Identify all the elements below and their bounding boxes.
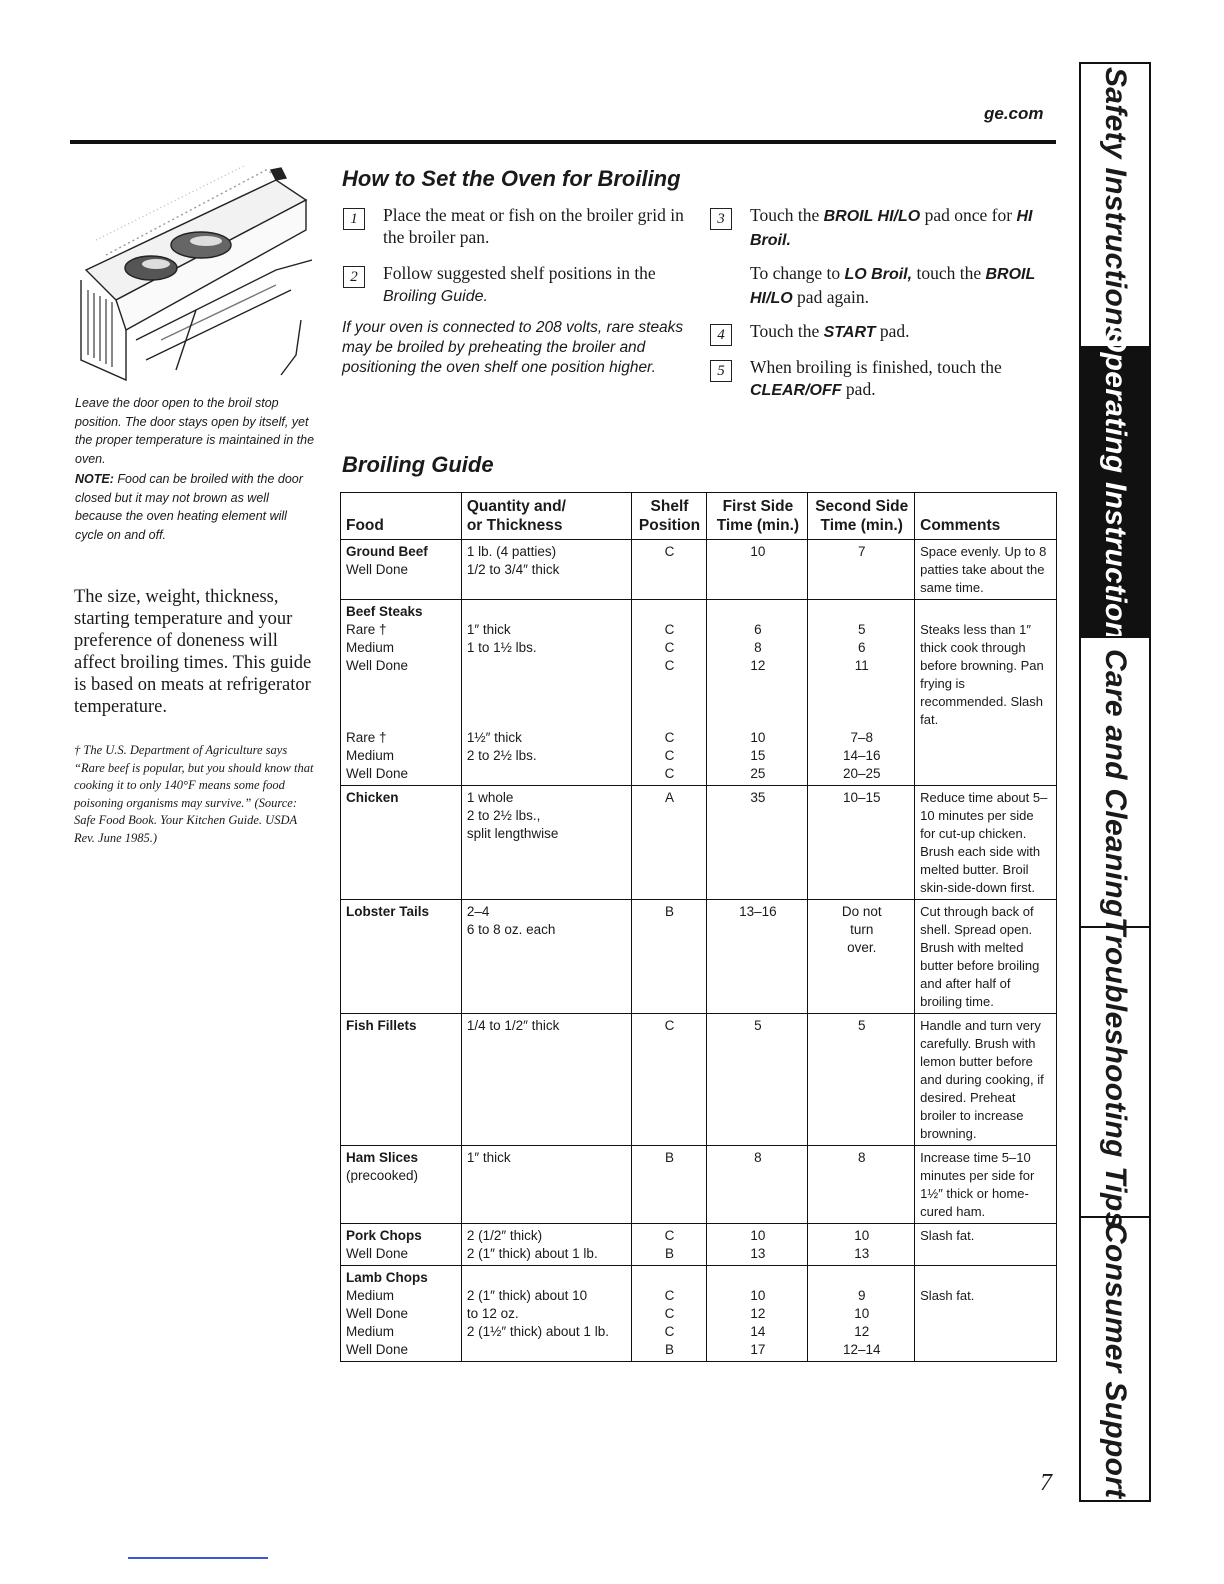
food-name: Lobster Tails <box>346 904 430 919</box>
cell-first-side <box>707 1224 808 1266</box>
step-2 <box>343 262 688 308</box>
tab-safety-instructions[interactable] <box>1081 64 1149 346</box>
cell-second-side <box>808 1146 915 1224</box>
cell-first-side <box>707 1014 808 1146</box>
broiling-guide-ref: Broiling Guide. <box>383 288 488 305</box>
food-doneness: (precooked) <box>346 1168 419 1183</box>
cell-food <box>341 1224 462 1266</box>
cell-quantity <box>461 1014 631 1146</box>
section-title-broiling-guide: Broiling Guide <box>342 452 494 477</box>
cell-food <box>341 540 462 600</box>
cell-first-side-text: 10 <box>750 544 766 559</box>
tab-operating-instructions[interactable] <box>1081 328 1149 658</box>
208-volts-note: If your oven is connected to 208 volts, rare steaks may be broiled by preheating the broiler and positioning the oven shelf one position higher. <box>342 319 684 376</box>
cell-quantity-text: 2 (1/2″ thick) 2 (1″ thick) about 1 lb. <box>466 1228 598 1261</box>
cell-food <box>341 786 462 900</box>
cell-quantity <box>461 600 631 786</box>
table-row <box>341 900 1057 1014</box>
cell-shelf-text: B <box>664 904 674 919</box>
food-name: Lamb Chops <box>346 1270 428 1285</box>
step-3-number: 3 <box>710 208 732 230</box>
cell-first-side <box>707 600 808 786</box>
food-name: Pork Chops <box>346 1228 422 1243</box>
cell-first-side <box>707 540 808 600</box>
tab-consumer-support[interactable] <box>1081 1216 1149 1502</box>
food-name: Ground Beef <box>346 544 428 559</box>
tab-care-and-cleaning[interactable] <box>1081 636 1149 928</box>
cell-second-side <box>808 1014 915 1146</box>
broiling-guide-table <box>340 492 1057 1362</box>
cell-food <box>341 1146 462 1224</box>
cell-second-side-text: 8 <box>857 1150 866 1165</box>
cell-second-side <box>808 600 915 786</box>
cell-second-side <box>808 1266 915 1362</box>
header-comments: Comments <box>915 493 1057 540</box>
step-2-text: Follow suggested shelf positions in the <box>383 263 656 283</box>
step-1 <box>343 204 688 248</box>
cell-quantity-text: 2 (1″ thick) about 10 to 12 oz. 2 (1½″ thick) about 1 lb. <box>466 1288 609 1339</box>
cell-quantity-text: 1″ thick 1 to 1½ lbs. 1½″ thick 2 to 2½ lbs. <box>466 622 537 763</box>
step-1-number: 1 <box>343 208 365 230</box>
cell-comments <box>915 1146 1057 1224</box>
illustration-caption: Leave the door open to the broil stop position. The door stays open by itself, yet the proper temperature is maintained in the oven. <box>75 396 315 466</box>
step-3b-text-a: To change to <box>750 263 845 283</box>
food-doneness: Medium Well Done Medium Well Done <box>346 1288 409 1357</box>
cell-first-side-text: 6 8 12 10 15 25 <box>750 622 766 781</box>
intro-paragraph: The size, weight, thickness, starting temperature and your preference of doneness will affect broiling times. This guide is based on meats at refrigerator temperature. <box>74 587 312 717</box>
cell-shelf-text: C <box>664 1018 675 1033</box>
cell-comments <box>915 786 1057 900</box>
table-header-row <box>341 493 1057 540</box>
step-3 <box>710 204 1055 252</box>
tab-label: Consumer Support <box>1099 1221 1132 1499</box>
step-4-text-b: pad. <box>875 321 910 341</box>
cell-shelf-text: A <box>664 790 674 805</box>
cell-shelf <box>631 1224 707 1266</box>
food-name: Chicken <box>346 790 399 805</box>
header-rule <box>70 140 1056 144</box>
cell-comments <box>915 540 1057 600</box>
header-first-side: First Side Time (min.) <box>707 493 808 540</box>
cell-second-side-text: 5 <box>857 1018 866 1033</box>
cell-comments <box>915 600 1057 786</box>
section-title-set-oven: How to Set the Oven for Broiling <box>342 166 681 191</box>
cell-second-side-text: 9 10 12 12–14 <box>842 1288 881 1357</box>
tab-troubleshooting-tips[interactable] <box>1081 917 1149 1229</box>
cell-second-side-text: 10–15 <box>842 790 881 805</box>
food-doneness: Well Done <box>346 1246 409 1261</box>
cell-first-side-text: 5 <box>754 1018 762 1033</box>
cell-comments-text: Steaks less than 1″ thick cook through before browning. Pan frying is recommended. Slash fat. <box>920 622 1044 727</box>
tab-label: Troubleshooting Tips <box>1099 917 1132 1229</box>
step-3-text-a: Touch the <box>750 205 824 225</box>
step-5-text-b: pad. <box>841 379 876 399</box>
table-row <box>341 1266 1057 1362</box>
cell-comments <box>915 1014 1057 1146</box>
cell-quantity <box>461 540 631 600</box>
cell-comments <box>915 1224 1057 1266</box>
step-3b-text-b: touch the <box>912 263 986 283</box>
cell-first-side <box>707 1146 808 1224</box>
note-label: NOTE: <box>75 472 114 486</box>
clear-off-label: CLEAR/OFF <box>750 382 842 399</box>
cell-quantity-text: 1 lb. (4 patties) 1/2 to 3/4″ thick <box>466 544 560 577</box>
step-3-text-b: pad once for <box>920 205 1017 225</box>
page-number: 7 <box>1040 1470 1052 1496</box>
cell-comments-text: Reduce time about 5–10 minutes per side for cut-up chicken. Brush each side with melted butter. Broil skin-side-down first. <box>920 790 1048 895</box>
tab-label: Care and Cleaning <box>1099 648 1132 918</box>
broil-hilo-label-2: BROIL HI/LO <box>750 266 1035 307</box>
step-3-lo-broil <box>750 262 1055 310</box>
cell-shelf-text: B <box>664 1150 674 1165</box>
cell-shelf <box>631 600 707 786</box>
step-3b-text-c: pad again. <box>792 287 869 307</box>
cell-quantity <box>461 1146 631 1224</box>
cell-second-side-text: Do not turn over. <box>841 904 882 955</box>
step-2-number: 2 <box>343 266 365 288</box>
step-5-text-a: When broiling is finished, touch the <box>750 357 1002 377</box>
cell-second-side-text: 10 13 <box>854 1228 870 1261</box>
broil-hilo-label: BROIL HI/LO <box>823 208 921 225</box>
cell-second-side <box>808 786 915 900</box>
hi-broil-label: HI Broil. <box>750 208 1033 249</box>
cell-comments-text: Space evenly. Up to 8 patties take about the same time. <box>920 544 1047 595</box>
food-doneness: Rare † Medium Well Done Rare † Medium Well Done <box>346 622 409 781</box>
section-tabs <box>1079 62 1151 1502</box>
cell-quantity-text: 1″ thick <box>466 1150 511 1165</box>
cell-food <box>341 1266 462 1362</box>
cell-quantity <box>461 786 631 900</box>
cell-first-side-text: 8 <box>754 1150 762 1165</box>
step-5 <box>710 356 1055 402</box>
table-row <box>341 1146 1057 1224</box>
lo-broil-label: LO Broil, <box>844 266 913 283</box>
tab-label: Operating Instructions <box>1099 328 1132 658</box>
food-name: Beef Steaks <box>346 604 423 619</box>
table-row <box>341 1014 1057 1146</box>
table-row <box>341 600 1057 786</box>
site-url: ge.com <box>984 104 1044 123</box>
cell-shelf <box>631 540 707 600</box>
cell-quantity-text: 2–4 6 to 8 oz. each <box>466 904 556 937</box>
cell-quantity <box>461 900 631 1014</box>
table-row <box>341 786 1057 900</box>
door-note <box>75 470 315 544</box>
cell-first-side <box>707 1266 808 1362</box>
cell-comments-text: Cut through back of shell. Spread open. Brush with melted butter before broiling and after half of broiling time. <box>920 904 1040 1009</box>
cell-second-side <box>808 540 915 600</box>
cell-first-side-text: 35 <box>750 790 766 805</box>
cell-first-side-text: 10 13 <box>750 1228 766 1261</box>
food-name: Fish Fillets <box>346 1018 417 1033</box>
cell-comments-text: Slash fat. <box>920 1288 975 1303</box>
cell-first-side <box>707 786 808 900</box>
bottom-link-line <box>128 1557 268 1559</box>
cell-shelf <box>631 1014 707 1146</box>
cell-shelf-text: C C C B <box>664 1288 675 1357</box>
cell-first-side <box>707 900 808 1014</box>
cell-second-side <box>808 1224 915 1266</box>
cell-comments-text: Increase time 5–10 minutes per side for 1½″ thick or home-cured ham. <box>920 1150 1035 1219</box>
oven-broiler-illustration <box>76 160 312 390</box>
cell-comments-text: Handle and turn very carefully. Brush with lemon butter before and during cooking, if desired. Preheat broiler to increase browning. <box>920 1018 1044 1141</box>
cell-food <box>341 900 462 1014</box>
cell-second-side-text: 5 6 11 7–8 14–16 20–25 <box>842 622 881 781</box>
food-name: Ham Slices <box>346 1150 419 1165</box>
step-4 <box>710 320 1055 344</box>
cell-shelf-text: C B <box>664 1228 675 1261</box>
cell-shelf <box>631 1266 707 1362</box>
cell-comments <box>915 900 1057 1014</box>
header-second-side: Second Side Time (min.) <box>808 493 915 540</box>
step-5-number: 5 <box>710 360 732 382</box>
cell-second-side <box>808 900 915 1014</box>
cell-shelf <box>631 900 707 1014</box>
step-1-text: Place the meat or fish on the broiler grid in the broiler pan. <box>383 205 684 247</box>
cell-quantity-text: 1/4 to 1/2″ thick <box>466 1018 560 1033</box>
tab-label: Safety Instructions <box>1099 67 1132 343</box>
header-shelf: Shelf Position <box>631 493 707 540</box>
cell-first-side-text: 13–16 <box>739 904 777 919</box>
cell-quantity <box>461 1224 631 1266</box>
cell-comments-text: Slash fat. <box>920 1228 975 1243</box>
cell-food <box>341 600 462 786</box>
note-text: Food can be broiled with the door closed but it may not brown as well because the oven heating element will cycle on and off. <box>75 472 303 542</box>
cell-comments <box>915 1266 1057 1362</box>
cell-first-side-text: 10 12 14 17 <box>750 1288 766 1357</box>
table-row <box>341 540 1057 600</box>
cell-second-side-text: 7 <box>857 544 866 559</box>
table-row <box>341 1224 1057 1266</box>
cell-shelf <box>631 1146 707 1224</box>
cell-food <box>341 1014 462 1146</box>
start-label: START <box>823 324 876 341</box>
step-4-text-a: Touch the <box>750 321 824 341</box>
cell-quantity-text: 1 whole 2 to 2½ lbs., split lengthwise <box>466 790 559 841</box>
cell-quantity <box>461 1266 631 1362</box>
usda-footnote: † The U.S. Department of Agriculture says “Rare beef is popular, but you should know that cooking it to only 140°F means some food poisoning organisms may survive.” (Source: Safe Food Book. Your Kitchen Guide. USDA Rev. June 1985.) <box>74 743 314 845</box>
header-food: Food <box>341 493 462 540</box>
step-4-number: 4 <box>710 324 732 346</box>
cell-shelf-text: C <box>664 544 675 559</box>
cell-shelf-text: C C C C C C <box>664 622 675 781</box>
cell-shelf <box>631 786 707 900</box>
header-quantity: Quantity and/ or Thickness <box>461 493 631 540</box>
food-doneness: Well Done <box>346 562 409 577</box>
